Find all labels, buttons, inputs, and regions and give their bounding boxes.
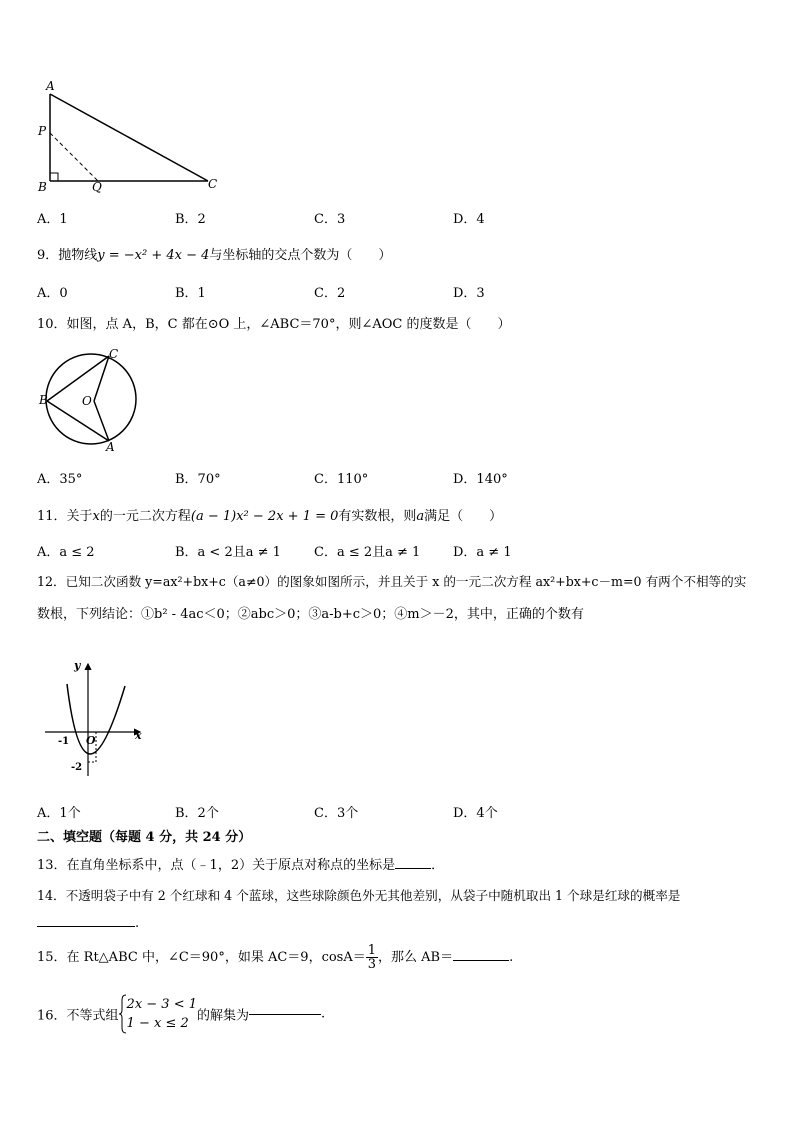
q10-stem: 10．如图，点 A，B，C 都在⊙O 上，∠ABC＝70°，则∠AOC 的度数是（ ） [37, 317, 511, 332]
label-C: C [109, 347, 119, 361]
q15-answer-blank[interactable] [453, 960, 509, 961]
tick-neg2: -2 [71, 762, 83, 773]
q10-option-a: A．35° [37, 472, 83, 487]
q12-option-a: A．1个 [37, 806, 81, 821]
q12-option-d: D．4个 [453, 806, 498, 821]
q12-stem-line1: 12．已知二次函数 y=ax²+bx+c（a≠0）的图象如图所示，并且关于 x 的一元二次方程 ax²+bx+c－m=0 有两个不相等的实 [37, 574, 747, 589]
q11-option-b: B．a < 2且a ≠ 1 [175, 545, 281, 560]
inequality-system [119, 994, 197, 1034]
q14-answer: . [37, 916, 139, 931]
section-title: 二、填空题（每题 4 分，共 24 分） [37, 830, 252, 845]
q12-option-b: B．2个 [175, 806, 219, 821]
q11-option-a: A．a ≤ 2 [37, 545, 95, 560]
circle-figure [36, 344, 146, 454]
label-A: A [106, 440, 115, 454]
q11-stem: 11．关于x的一元二次方程(a − 1)x² − 2x + 1 = 0有实数根，则a满足（ ） [37, 509, 503, 524]
q9-option-a: A．0 [37, 286, 68, 301]
label-B: B [39, 393, 48, 407]
q11-formula: (a − 1)x² − 2x + 1 = 0 [190, 509, 339, 524]
q14-answer-blank[interactable] [37, 926, 135, 927]
q8-option-a: A．1 [37, 212, 68, 227]
tick-neg1: -1 [58, 736, 70, 747]
q8-option-c: C．3 [314, 212, 346, 227]
q15-stem: 15．在 Rt△ABC 中，∠C＝90°，如果 AC＝9，cosA＝ $\frac{1}{3}$ ，那么 AB＝ . [37, 943, 514, 972]
q9-option-c: C．2 [314, 286, 346, 301]
q16-ineq-2: 1 − x ≤ 2 [126, 1016, 189, 1031]
q9-option-b: B．1 [175, 286, 206, 301]
q16-ineq-1: 2x − 3 < 1 [126, 997, 198, 1012]
fraction-one-third: $\frac{1}{3}$ [367, 943, 377, 972]
q13-stem: 13．在直角坐标系中，点（﹣1，2）关于原点对称点的坐标是 ． [37, 858, 445, 873]
parabola-graph [40, 658, 150, 780]
q10-option-b: B．70° [175, 472, 221, 487]
q13-answer-blank[interactable] [395, 868, 431, 869]
origin-label: O [86, 734, 96, 747]
triangle-figure [30, 78, 230, 196]
q8-option-d: D．4 [453, 212, 485, 227]
q12-option-c: C．3个 [314, 806, 359, 821]
axis-x-label: x [135, 729, 142, 742]
label-O: O [82, 394, 92, 408]
q9-option-d: D．3 [453, 286, 485, 301]
label-B: B [38, 180, 47, 194]
label-Q: Q [92, 180, 102, 194]
q16-stem: 16．不等式组 2x − 3 < 1 1 − x ≤ 2 的解集为 . [37, 994, 325, 1034]
label-A: A [46, 79, 55, 93]
q16-answer-blank[interactable] [249, 1014, 321, 1015]
q9-formula: y = −x² + 4x − 4 [97, 248, 210, 263]
q14-stem: 14．不透明袋子中有 2 个红球和 4 个蓝球，这些球除颜色外无其他差别，从袋子中随机取出 1 个球是红球的概率是 [37, 888, 681, 903]
q8-option-b: B．2 [175, 212, 206, 227]
q11-option-c: C．a ≤ 2且a ≠ 1 [314, 545, 421, 560]
q12-stem-line2: 数根，下列结论：①b² - 4ac＜0；②abc＞0；③a-b+c＞0；④m＞－2，其中，正确的个数有 [37, 607, 584, 622]
label-P: P [38, 124, 47, 138]
q10-option-d: D．140° [453, 472, 508, 487]
axis-y-label: y [74, 659, 81, 672]
q11-option-d: D．a ≠ 1 [453, 545, 512, 560]
q9-stem: 9．抛物线y = −x² + 4x − 4与坐标轴的交点个数为（ ） [37, 248, 392, 263]
q10-option-c: C．110° [314, 472, 369, 487]
label-C: C [208, 177, 218, 191]
